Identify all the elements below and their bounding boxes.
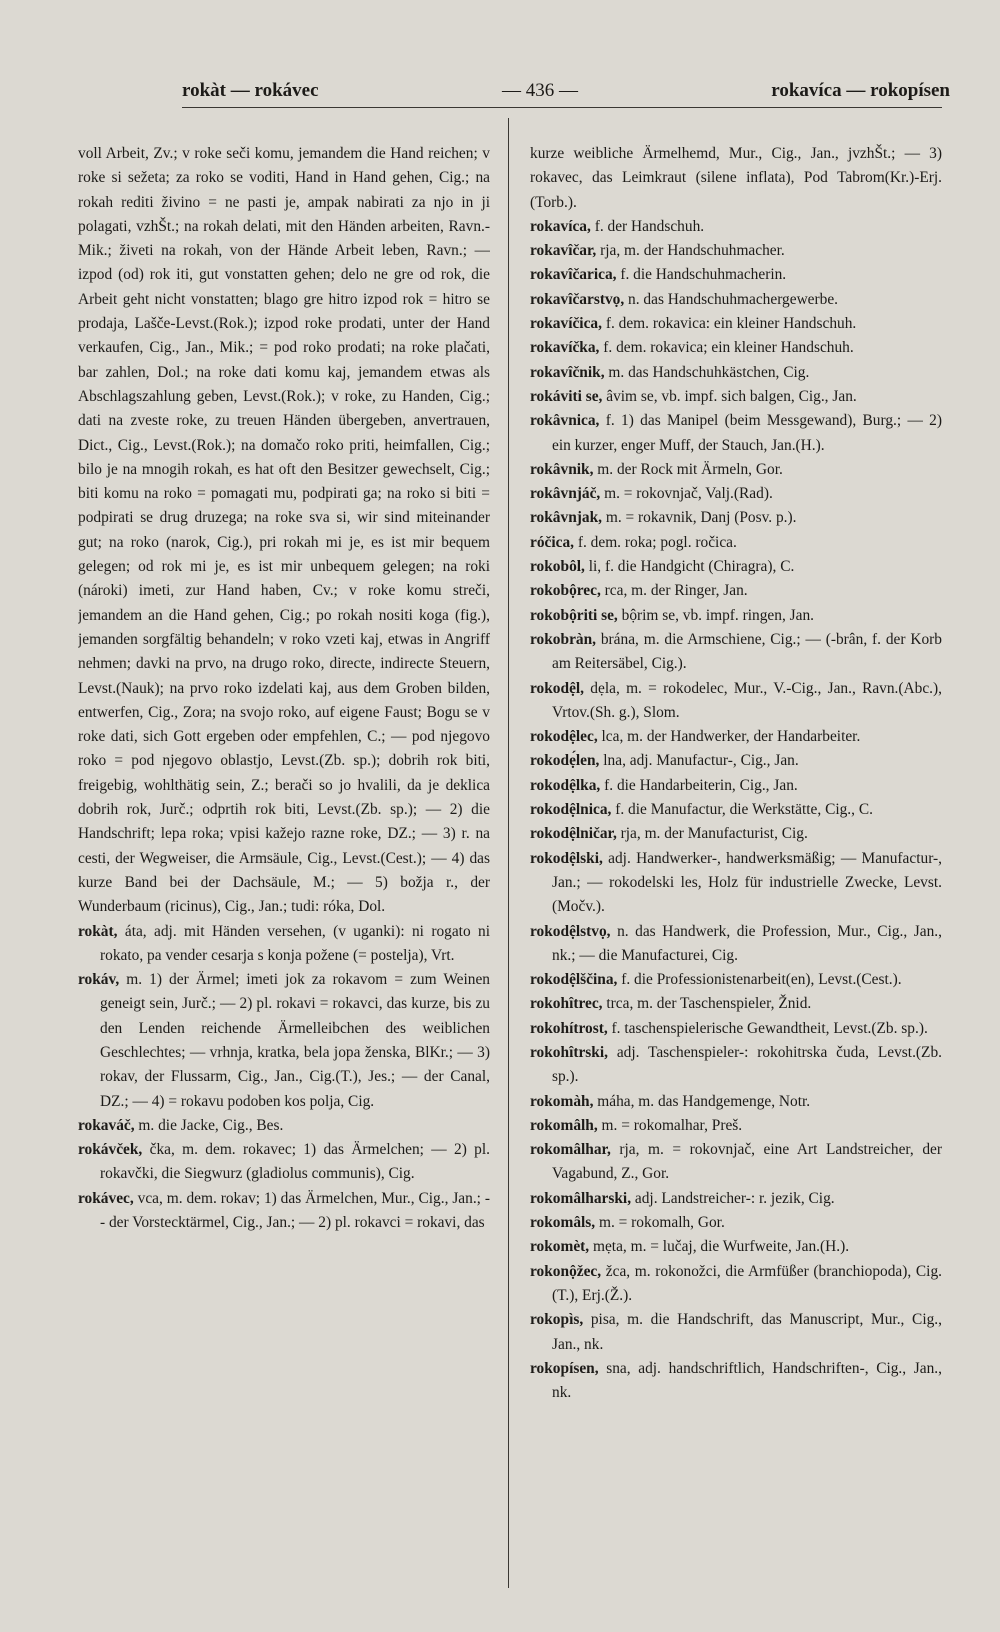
dictionary-entry bbox=[530, 920, 942, 969]
entry-headword: rokavîčarica, bbox=[530, 266, 617, 284]
entry-definition: f. die Handschuhmacherin. bbox=[616, 266, 787, 284]
entry-definition: f. taschenspielerische Gewandtheit, Levst.(Zb. sp.). bbox=[607, 1019, 928, 1037]
dictionary-entry bbox=[530, 409, 942, 458]
entry-definition: f. die Professionistenarbeit(en), Levst.(Cest.). bbox=[617, 971, 902, 989]
dictionary-entry bbox=[530, 1187, 942, 1211]
entry-headword: rokobràn, bbox=[530, 630, 596, 648]
entry-definition: m. der Rock mit Ärmeln, Gor. bbox=[593, 460, 783, 478]
dictionary-entry bbox=[530, 1308, 942, 1357]
entry-definition: f. die Handarbeiterin, Cig., Jan. bbox=[600, 776, 798, 794]
entry-headword: rokâvnjáč, bbox=[530, 485, 601, 503]
entry-definition: rca, m. der Ringer, Jan. bbox=[600, 582, 748, 600]
dictionary-entry bbox=[530, 822, 942, 846]
dictionary-entry bbox=[530, 1138, 942, 1187]
entry-definition: rja, m. = rokovnjač, eine Art Landstreicher, der Vagabund, Z., Gor. bbox=[552, 1141, 942, 1183]
entry-headword: rokopísen, bbox=[530, 1359, 599, 1377]
entry-definition: mẹta, m. = lučaj, die Wurfweite, Jan.(H.). bbox=[589, 1238, 850, 1256]
entry-headword: rokâvnik, bbox=[530, 460, 594, 478]
entry-definition: brána, m. die Armschiene, Cig.; — (-brân, f. der Korb am Reitersäbel, Cig.). bbox=[552, 630, 942, 673]
dictionary-entry bbox=[530, 482, 942, 506]
dictionary-entry bbox=[78, 1138, 490, 1187]
entry-headword: rokáviti se, bbox=[530, 387, 603, 405]
entry-headword: rokomâlharski, bbox=[530, 1189, 632, 1207]
entry-headword: rokavîčnik, bbox=[530, 363, 605, 381]
dictionary-entry bbox=[530, 774, 942, 798]
left-column bbox=[78, 142, 490, 1592]
dictionary-entry bbox=[530, 239, 942, 263]
entry-definition: m. = rokomalh, Gor. bbox=[595, 1214, 725, 1232]
entry-headword: rokavîčar, bbox=[530, 242, 597, 260]
entry-definition: n. das Handwerk, die Profession, Mur., Cig., Jan., nk.; — die Manufacturei, Cig. bbox=[552, 922, 942, 964]
dictionary-entry bbox=[530, 555, 942, 579]
right-column bbox=[530, 142, 942, 1592]
entry-headword: rokodệlničar, bbox=[530, 825, 617, 843]
entry-headword: rokavíčka, bbox=[530, 339, 600, 357]
dictionary-entry bbox=[530, 725, 942, 749]
entry-definition: máha, m. das Handgemenge, Notr. bbox=[593, 1092, 811, 1110]
dictionary-entry bbox=[530, 1114, 942, 1138]
entry-definition: adj. Landstreicher-: r. jezik, Cig. bbox=[631, 1189, 835, 1207]
entry-definition: žca, m. rokonožci, die Armfüßer (branchiopoda), Cig.(T.), Erj.(Ž.). bbox=[552, 1262, 942, 1304]
page-header bbox=[160, 76, 950, 110]
page-number: — 436 — bbox=[502, 80, 578, 101]
entry-definition: bộrim se, vb. impf. ringen, Jan. bbox=[617, 606, 814, 624]
dictionary-entry bbox=[530, 798, 942, 822]
dictionary-entry bbox=[78, 920, 490, 969]
dictionary-entry bbox=[530, 1017, 942, 1041]
header-right-range: rokavíca — rokopísen bbox=[771, 80, 950, 101]
entry-headword: rokodẹ́len, bbox=[530, 752, 600, 770]
dictionary-entry bbox=[530, 749, 942, 773]
dictionary-entry bbox=[530, 604, 942, 628]
entry-headword: rokobôl, bbox=[530, 558, 585, 576]
dictionary-entry bbox=[530, 263, 942, 287]
entry-headword: rokavîčarstvọ, bbox=[530, 290, 625, 308]
entry-definition: vca, m. dem. rokav; 1) das Ärmelchen, Mur., Cig., Jan.; -- der Vorstecktärmel, Cig., Jan.; — 2) pl. rokavci = rokavi, das bbox=[100, 1189, 490, 1232]
entry-definition: sna, adj. handschriftlich, Handschriften-, Cig., Jan., nk. bbox=[552, 1359, 942, 1402]
dictionary-entry bbox=[78, 142, 490, 920]
entry-definition: kurze weibliche Ärmelhemd, Mur., Cig., Jan., jvzhŠt.; — 3) rokavec, das Leimkraut (silene inflata), Pod Tabrom(Kr.)-Erj.(Torb.). bbox=[530, 145, 942, 211]
dictionary-entry bbox=[530, 531, 942, 555]
entry-headword: rokavíca, bbox=[530, 217, 591, 235]
entry-definition: dẹla, m. = rokodelec, Mur., V.-Cig., Jan., Ravn.(Abc.), Vrtov.(Sh. g.), Slom. bbox=[552, 679, 942, 721]
entry-headword: rokonộžec, bbox=[530, 1262, 602, 1280]
entry-definition: m. die Jacke, Cig., Bes. bbox=[134, 1116, 284, 1134]
entry-headword: rokodệlec, bbox=[530, 728, 598, 746]
header-rule bbox=[182, 107, 942, 108]
dictionary-entry bbox=[530, 1211, 942, 1235]
dictionary-entry bbox=[530, 336, 942, 360]
entry-headword: rokohítrost, bbox=[530, 1019, 608, 1037]
entry-headword: rokomâlhar, bbox=[530, 1141, 611, 1159]
entry-headword: rokopìs, bbox=[530, 1311, 584, 1329]
entry-definition: li, f. die Handgicht (Chiragra), C. bbox=[584, 558, 795, 576]
entry-headword: rokomàh, bbox=[530, 1092, 594, 1110]
entry-definition: f. der Handschuh. bbox=[590, 217, 705, 235]
entry-headword: rokâvnica, bbox=[530, 412, 600, 430]
entry-headword: rokodệlnica, bbox=[530, 801, 612, 819]
entry-definition: čka, m. dem. rokavec; 1) das Ärmelchen; — 2) pl. rokavčki, die Siegwurz (gladiolus communis), Cig. bbox=[100, 1141, 490, 1183]
entry-headword: rokàt, bbox=[78, 922, 118, 940]
entry-headword: rokodệlski, bbox=[530, 849, 603, 867]
entry-headword: rokomâlh, bbox=[530, 1116, 598, 1134]
entry-definition: f. 1) das Manipel (beim Messgewand), Burg.; — 2) ein kurzer, enger Muff, der Stauch, Jan.(H.). bbox=[552, 412, 942, 454]
entry-headword: rokodệlščina, bbox=[530, 971, 618, 989]
entry-definition: f. die Manufactur, die Werkstätte, Cig., C. bbox=[611, 801, 873, 819]
entry-definition: âvim se, vb. impf. sich balgen, Cig., Jan. bbox=[602, 387, 857, 405]
entry-headword: róčica, bbox=[530, 533, 575, 551]
entry-definition: adj. Taschenspieler-: rokohitrska čuda, Levst.(Zb. sp.). bbox=[552, 1043, 942, 1086]
entry-headword: rokávček, bbox=[78, 1141, 143, 1159]
dictionary-entry bbox=[78, 1114, 490, 1138]
entry-headword: rokodệl, bbox=[530, 679, 585, 697]
dictionary-entry bbox=[530, 312, 942, 336]
dictionary-entry bbox=[530, 579, 942, 603]
entry-headword: rokáv, bbox=[78, 971, 120, 989]
dictionary-entry bbox=[530, 385, 942, 409]
entry-definition: m. = rokomalhar, Preš. bbox=[597, 1116, 743, 1134]
dictionary-entry bbox=[530, 1041, 942, 1090]
entry-definition: m. = rokovnjač, Valj.(Rad). bbox=[600, 485, 773, 503]
dictionary-entry bbox=[78, 968, 490, 1114]
entry-headword: rokobộrec, bbox=[530, 582, 601, 600]
dictionary-entry bbox=[530, 968, 942, 992]
dictionary-entry bbox=[530, 847, 942, 920]
entry-headword: rokobộriti se, bbox=[530, 606, 618, 624]
entry-headword: rokohîtrski, bbox=[530, 1043, 608, 1061]
entry-definition: lna, adj. Manufactur-, Cig., Jan. bbox=[599, 752, 799, 770]
entry-definition: m. = rokavnik, Danj (Posv. p.). bbox=[602, 509, 797, 527]
dictionary-entry bbox=[530, 506, 942, 530]
entry-headword: rokavíčica, bbox=[530, 315, 602, 333]
dictionary-entry bbox=[530, 1090, 942, 1114]
entry-definition: rja, m. der Handschuhmacher. bbox=[596, 242, 785, 260]
entry-headword: rokomâls, bbox=[530, 1214, 596, 1232]
entry-headword: rokâvnjak, bbox=[530, 509, 602, 527]
entry-headword: rokaváč, bbox=[78, 1116, 135, 1134]
entry-headword: rokohîtrec, bbox=[530, 995, 603, 1013]
entry-definition: trca, m. der Taschenspieler, Žnid. bbox=[602, 995, 812, 1013]
entry-headword: rokodệlka, bbox=[530, 776, 601, 794]
entry-definition: f. dem. roka; pogl. ročica. bbox=[574, 533, 737, 551]
entry-definition: adj. Handwerker-, handwerksmäßig; — Manufactur-, Jan.; — rokodelski les, Holz für industrielle Zwecke, Levst.(Močv.). bbox=[552, 849, 942, 916]
dictionary-entry bbox=[530, 1260, 942, 1309]
entry-definition: voll Arbeit, Zv.; v roke seči komu, jemandem die Hand reichen; v roke si sežeta; za roko se voditi, Hand in Hand gehen, Cig.; na rokah rediti živino = ne pasti je, ampak nabirati za njo in ji polagati, vzhŠt.; na rokah delati, mit den Händen arbeiten, Ravn.-Mik.; živeti na rokah, von der Hände Arbeit leben, Ravn.; — izpod (od) rok iti, gut vonstatten gehen; delo ne gre od rok, die Arbeit geht nicht vonstatten; blago gre hitro izpod rok = hitro se prodaja, Lašče-Levst.(Rok.); izpod roke prodati, unter der Hand verkaufen, Cig., Jan., Mik.; = pod roko prodati; na roke plačati, bar zahlen, Dol.; na roke dati komu kaj, jemandem etwas als Abschlagszahlung geben, Levst.(Rok.); v roke, zu Handen, Cig.; dati na zveste roke, zu treuen Händen übergeben, anvertrauen, Dict., Cig., Levst.(Rok.); na domačo roko priti, heimfallen, Cig.; bilo je na mnogih rokah, es hat oft den Besitzer gewechselt, Cig.; biti komu na roko = pomagati mu, podpirati ga; na roko si biti = podpirati se drug druzega; na roke sva si, wir sind miteinander gut; na roko (narok, Cig.), pri rokah mi je, es ist mir bequem gelegen; od rok mi je, es ist mir unbequem gelegen; na roki (nároki) imeti, zur Hand haben, Cv.; v roke komu streči, jemandem an die Hand gehen, Cig.; po rokah nositi koga (fig.), jemanden sorgfältig behandeln; v roko vzeti kaj, etwas in Angriff nehmen; davki na prvo, na drugo roko, directe, indirecte Steuern, Levst.(Nauk); na prvo roko izdelati kaj, aus dem Groben bilden, entwerfen, Cig., Zora; na svojo roko, auf eigene Faust; Bogu se v roke dati, sich Gott ergeben oder empfehlen, C.; — pod njegovo roko = pod njegovo oblastjo, Levst.(Zb. sp.); dobrih rok biti, freigebig, wohlthätig sein, Z.; berači so jo hvalili, da je deklica dobrih rok, Jurč.; odprtih rok biti, Levst.(Zb. sp.); — 2) die Handschrift; lepa roka; vpisi kažejo razne roke, DZ.; — 3) r. na cesti, der Wegweiser, die Armsäule, Cig., Levst.(Cest.); — 4) das kurze Band bei der Dachsäule, M.; — 5) božja r., der Wunderbaum (ricinus), Cig., Jan.; tudi: róka, Dol. bbox=[78, 145, 490, 916]
dictionary-entry bbox=[78, 1187, 490, 1236]
entry-definition: áta, adj. mit Händen versehen, (v uganki): ni rogato ni rokato, pa vender cesarja s konja požene (= postelja), Vrt. bbox=[100, 922, 490, 964]
entry-definition: pisa, m. die Handschrift, das Manuscript, Mur., Cig., Jan., nk. bbox=[552, 1311, 942, 1353]
entry-definition: f. dem. rokavica: ein kleiner Handschuh. bbox=[601, 315, 857, 333]
column-divider bbox=[508, 118, 509, 1588]
dictionary-entry bbox=[530, 142, 942, 215]
dictionary-entry bbox=[530, 1235, 942, 1259]
entry-headword: rokávec, bbox=[78, 1189, 134, 1207]
entry-definition: rja, m. der Manufacturist, Cig. bbox=[616, 825, 808, 843]
dictionary-entry bbox=[530, 677, 942, 726]
entry-headword: rokodệlstvọ, bbox=[530, 922, 611, 940]
entry-definition: f. dem. rokavica; ein kleiner Handschuh. bbox=[599, 339, 854, 357]
entry-definition: m. das Handschuhkästchen, Cig. bbox=[604, 363, 810, 381]
dictionary-entry bbox=[530, 458, 942, 482]
dictionary-entry bbox=[530, 992, 942, 1016]
entry-definition: lca, m. der Handwerker, der Handarbeiter. bbox=[597, 728, 861, 746]
dictionary-entry bbox=[530, 215, 942, 239]
entry-definition: m. 1) der Ärmel; imeti jok za rokavom = zum Weinen geneigt sein, Jurč.; — 2) pl. rokavi = rokavci, das kurze, bis zu den Lenden reichende Ärmelleibchen des weiblichen Geschlechtes; — vrhnja, kratka, bela jopa ženska, BlKr.; — 3) rokav, der Flussarm, Cig., Jan., Cig.(T.), Jes.; — der Canal, DZ.; — 4) = rokavu podoben kos polja, Cig. bbox=[100, 971, 490, 1110]
entry-definition: n. das Handschuhmachergewerbe. bbox=[624, 290, 839, 308]
entry-headword: rokomèt, bbox=[530, 1238, 590, 1256]
dictionary-entry bbox=[530, 1357, 942, 1406]
dictionary-entry bbox=[530, 628, 942, 677]
dictionary-entry bbox=[530, 288, 942, 312]
header-left-range: rokàt — rokávec bbox=[182, 80, 319, 101]
dictionary-entry bbox=[530, 361, 942, 385]
